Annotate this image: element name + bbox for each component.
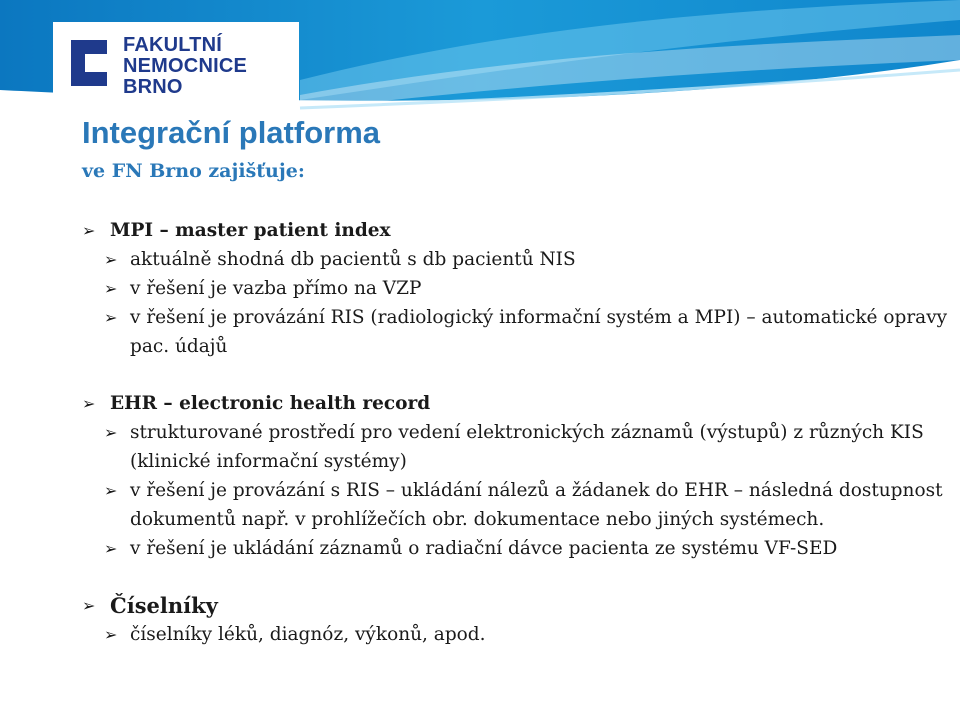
section-heading-mpi: ➢ MPI – master patient index: [82, 216, 952, 245]
logo-line2: NEMOCNICE: [123, 55, 248, 77]
section-heading-ciselniky: ➢ Číselníky: [82, 593, 218, 618]
bullet-arrow-icon: ➢: [104, 539, 118, 558]
bullet-arrow-icon: ➢: [82, 596, 96, 615]
list-item: ➢ v řešení je vazba přímo na VZP: [82, 274, 952, 303]
page-subtitle: ve FN Brno zajišťuje:: [82, 160, 305, 182]
bullet-arrow-icon: ➢: [104, 279, 118, 298]
bullet-arrow-icon: ➢: [82, 221, 96, 240]
list-item: ➢ v řešení je provázání RIS (radiologický informační systém a MPI) – automatické opravy pac. údajů: [82, 303, 952, 361]
page-title: Integrační platforma: [82, 115, 380, 150]
bullet-arrow-icon: ➢: [82, 394, 96, 413]
bullet-arrow-icon: ➢: [104, 308, 118, 327]
bullet-arrow-icon: ➢: [104, 625, 118, 644]
logo: [53, 22, 299, 108]
hospital-logo-icon: [71, 40, 107, 86]
list-item: ➢ strukturované prostředí pro vedení elektronických záznamů (výstupů) z různých KIS (klinické informační systémy): [82, 418, 952, 476]
logo-line3: BRNO: [123, 76, 183, 98]
section-heading-ehr: ➢ EHR – electronic health record: [82, 389, 952, 418]
list-item: ➢ číselníky léků, diagnóz, výkonů, apod.: [82, 620, 952, 649]
bullet-arrow-icon: ➢: [104, 481, 118, 500]
list-item: ➢ v řešení je provázání s RIS – ukládání nálezů a žádanek do EHR – následná dostupnost dokumentů např. v prohlížečích obr. dokumentace nebo jiných systémech.: [82, 476, 952, 534]
content-list: [82, 216, 952, 649]
bullet-arrow-icon: ➢: [104, 423, 118, 442]
list-item: ➢ aktuálně shodná db pacientů s db pacientů NIS: [82, 245, 952, 274]
list-item: ➢ v řešení je ukládání záznamů o radiační dávce pacienta ze systému VF-SED: [82, 534, 952, 563]
logo-line1: FAKULTNÍ: [123, 34, 222, 56]
bullet-arrow-icon: ➢: [104, 250, 118, 269]
